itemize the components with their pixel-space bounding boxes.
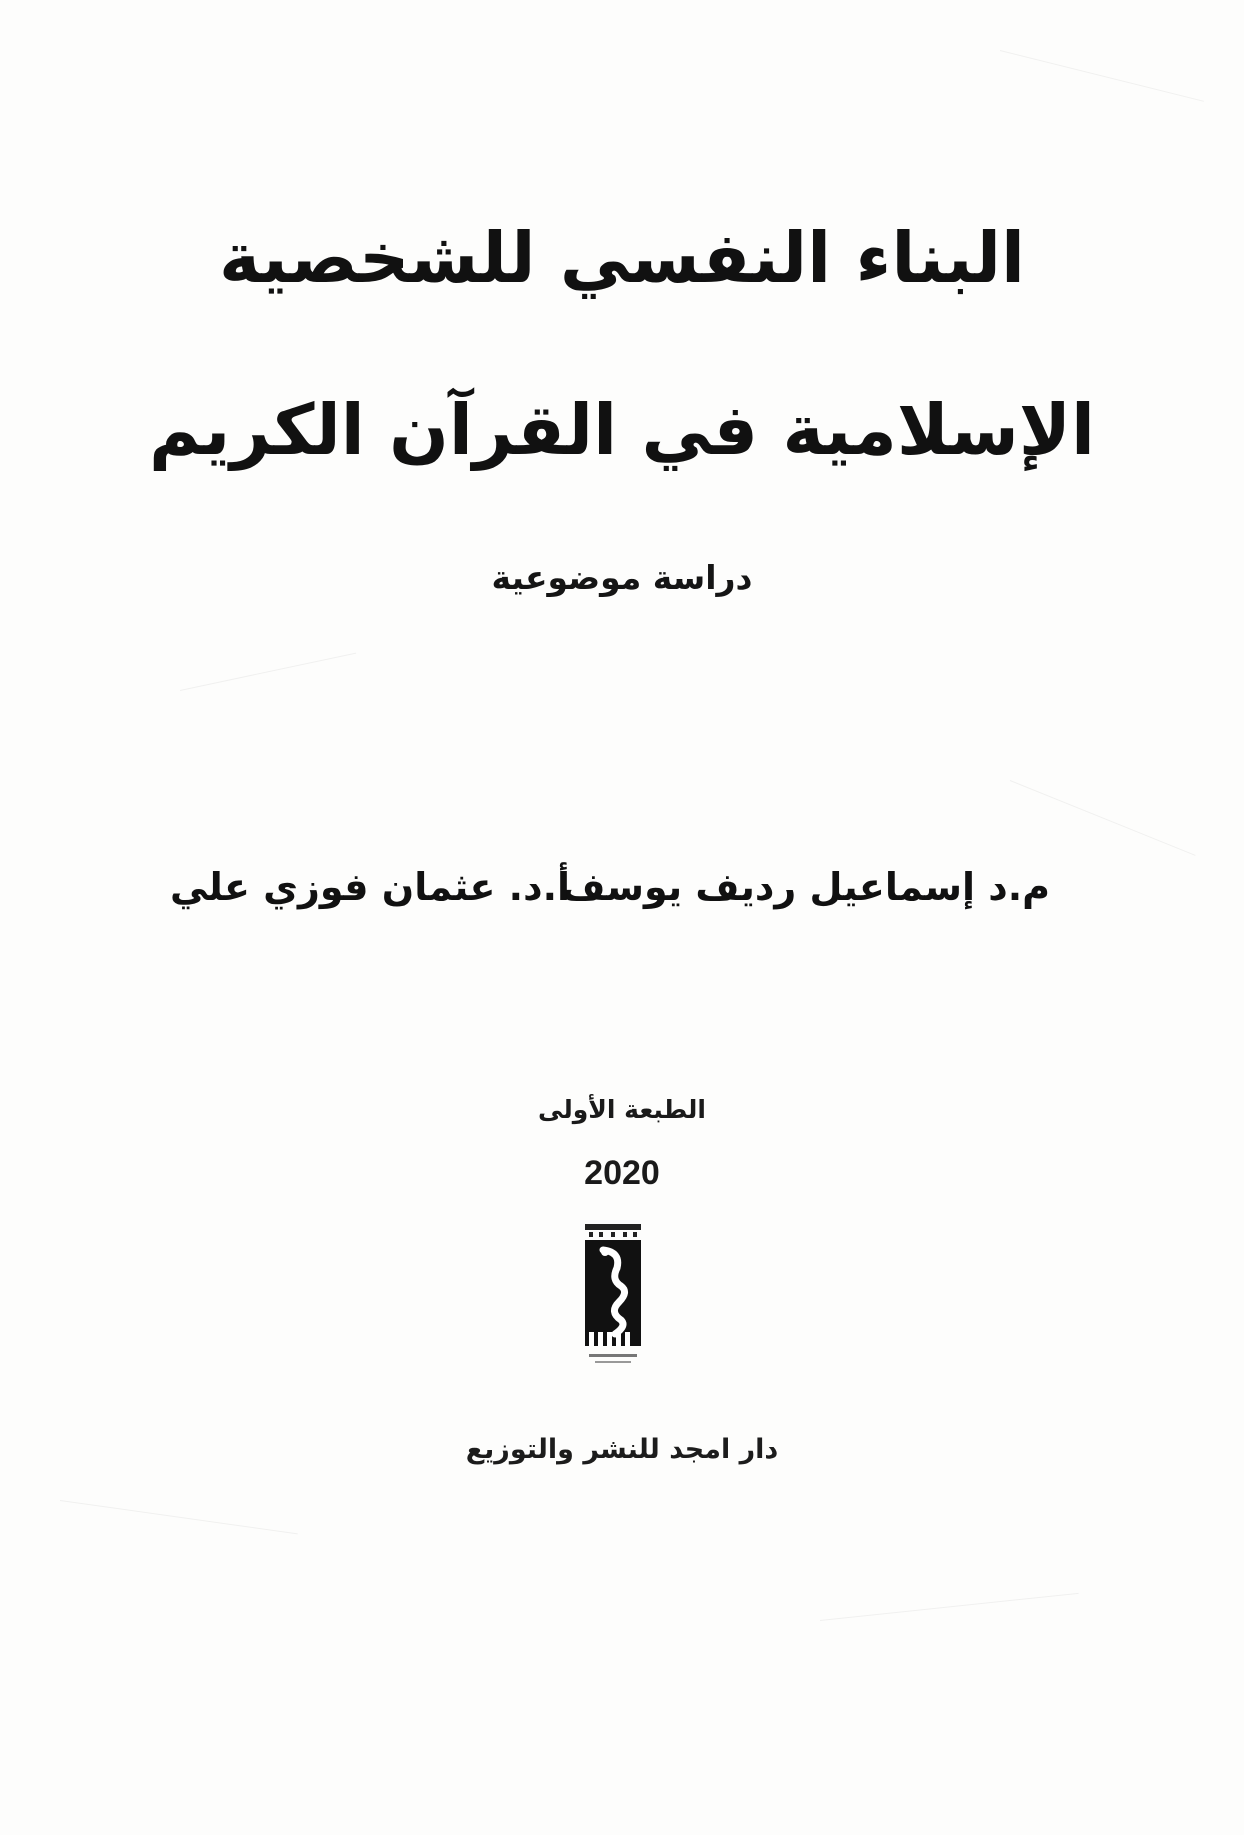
author-name: أ.د. عثمان فوزي علي [170, 865, 571, 909]
publisher-logo-icon [581, 1222, 645, 1372]
authors [170, 852, 1050, 922]
scan-artifact [60, 1500, 298, 1534]
scan-artifact [1000, 50, 1204, 102]
scan-artifact [180, 653, 356, 691]
publication-year: 2020 [584, 1154, 660, 1192]
book-title-line-2: الإسلامية في القرآن الكريم [149, 389, 1095, 471]
scan-artifact [1010, 780, 1196, 856]
book-subtitle: دراسة موضوعية [491, 558, 753, 597]
edition-label: الطبعة الأولى [538, 1095, 706, 1124]
publisher-name: دار امجد للنشر والتوزيع [465, 1434, 779, 1465]
scan-artifact [820, 1593, 1079, 1621]
author-name: م.د إسماعيل رديف يوسف [561, 865, 1050, 909]
book-title-line-1: البناء النفسي للشخصية [218, 217, 1026, 299]
